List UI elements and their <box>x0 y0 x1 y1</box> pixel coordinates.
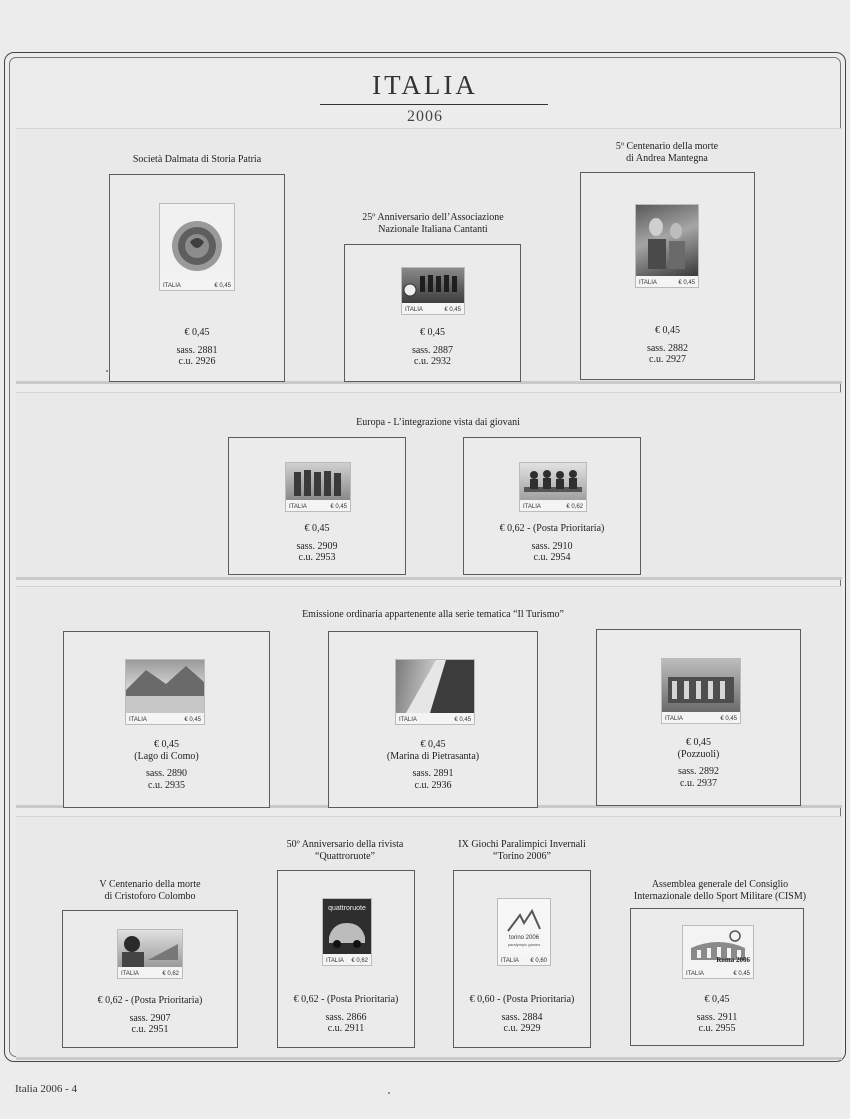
catalog-cu: c.u. 2953 <box>298 552 336 563</box>
stamp-country: ITALIA <box>399 717 417 723</box>
stamp-mount-2866 <box>277 870 415 1048</box>
face-value: € 0,45 <box>655 325 680 336</box>
stamp-value: € 0,62 <box>162 971 179 977</box>
stamp-mount-2891 <box>328 631 538 808</box>
stamp-country: ITALIA <box>163 283 181 289</box>
stamp-2907 <box>118 930 182 978</box>
page-title: ITALIA <box>372 70 478 100</box>
stamp-mount-2911 <box>630 908 804 1046</box>
stamp-country: ITALIA <box>121 971 139 977</box>
stamp-2910 <box>520 463 586 511</box>
face-value: € 0,45 <box>686 737 711 748</box>
catalog-cu: c.u. 2951 <box>131 1024 169 1035</box>
stamp-value: € 0,45 <box>454 717 471 723</box>
caption-dalmata: Società Dalmata di Storia Patria <box>132 154 262 165</box>
face-value: € 0,62 - (Posta Prioritaria) <box>97 995 203 1006</box>
stamp-value: € 0,45 <box>444 307 461 313</box>
caption-turismo: Emissione ordinaria appartenente alla serie tematica “Il Turismo” <box>302 609 564 620</box>
stamp-value: € 0,45 <box>330 504 347 510</box>
face-value: € 0,62 - (Posta Prioritaria) <box>499 523 605 534</box>
stamp-mount-2892 <box>596 629 801 806</box>
paper-speck <box>106 370 108 372</box>
stamp-value: € 0,62 <box>351 958 368 964</box>
stamp-info <box>278 994 414 1035</box>
paralympic-icon <box>498 899 550 954</box>
quattroruote-wordmark: quattroruote <box>328 905 366 912</box>
stamp-info <box>345 327 520 368</box>
caption-torino: IX Giochi Paralimpici Invernali “Torino 2006” <box>458 839 586 862</box>
stamp-info <box>63 995 237 1036</box>
stamp-value: € 0,62 <box>566 504 583 510</box>
stamp-mount-2910 <box>463 437 641 575</box>
stamp-country: ITALIA <box>289 504 307 510</box>
stamp-info <box>581 325 754 366</box>
catalog-cu: c.u. 2954 <box>533 552 571 563</box>
face-value: € 0,60 - (Posta Prioritaria) <box>469 994 575 1005</box>
caption-colombo: V Centenario della morte di Cristoforo Colombo <box>99 879 201 902</box>
sassone-number: sass. 2884 <box>501 1011 543 1023</box>
explorer-icon <box>118 930 182 967</box>
sassone-number: sass. 2892 <box>677 766 720 777</box>
stamp-info <box>454 994 590 1035</box>
stamp-country: ITALIA <box>523 504 541 510</box>
stamp-2911 <box>683 926 753 978</box>
paralympic-subtitle: paralympic games <box>507 942 541 947</box>
stamp-country: ITALIA <box>405 307 423 313</box>
place-name: (Pozzuoli) <box>677 748 720 760</box>
face-value: € 0,45 <box>420 327 445 338</box>
stamp-mount-2907 <box>62 910 238 1048</box>
stamp-2882 <box>636 205 698 287</box>
team-icon <box>402 268 464 303</box>
stamp-country: ITALIA <box>686 971 704 977</box>
car-icon <box>323 899 371 954</box>
caption-cantanti: 25º Anniversario dell’Associazione Nazionale Italiana Cantanti <box>362 212 504 235</box>
place-name: (Lago di Como) <box>134 750 199 762</box>
caption-cism: Assemblea generale del Consiglio Internazionale dello Sport Militare (CISM) <box>633 879 807 902</box>
sassone-number: sass. 2881 <box>176 344 218 356</box>
stamp-country: ITALIA <box>501 958 519 964</box>
face-value: € 0,62 - (Posta Prioritaria) <box>293 994 399 1005</box>
catalog-cu: c.u. 2932 <box>414 356 451 367</box>
caption-europa: Europa - L’integrazione vista dai giovani <box>356 417 520 428</box>
stamp-value: € 0,45 <box>678 280 695 286</box>
caption-quattroruote: 50º Anniversario della rivista “Quattroruote” <box>286 839 404 862</box>
stamp-info <box>631 994 803 1035</box>
stamp-country: ITALIA <box>129 717 147 723</box>
ruins-icon <box>662 659 740 712</box>
beach-icon <box>396 660 474 713</box>
face-value: € 0,45 <box>704 994 730 1005</box>
sassone-number: sass. 2911 <box>696 1011 738 1023</box>
youths-icon <box>286 463 350 500</box>
stamp-2884 <box>498 899 550 965</box>
catalog-cu: c.u. 2911 <box>327 1023 365 1034</box>
stamp-value: € 0,45 <box>214 283 231 289</box>
stamp-country: ITALIA <box>326 958 344 964</box>
seal-icon <box>160 204 234 279</box>
page-year: 2006 <box>407 108 443 125</box>
stamp-2887 <box>402 268 464 314</box>
sassone-number: sass. 2907 <box>129 1012 171 1024</box>
stamp-2892 <box>662 659 740 723</box>
sassone-number: sass. 2866 <box>325 1011 367 1023</box>
stamp-value: € 0,45 <box>720 716 737 722</box>
caption-mantegna: 5º Centenario della morte di Andrea Mantegna <box>615 141 719 164</box>
face-value: € 0,45 <box>184 327 210 338</box>
stamp-mount-2882 <box>580 172 755 380</box>
sassone-number: sass. 2910 <box>531 540 573 552</box>
catalog-cu: c.u. 2929 <box>503 1023 541 1034</box>
place-name: (Marina di Pietrasanta) <box>386 750 480 762</box>
title-divider <box>320 104 548 105</box>
catalog-cu: c.u. 2935 <box>148 779 185 791</box>
sassone-number: sass. 2891 <box>412 768 454 779</box>
paper-speck <box>388 1092 390 1094</box>
stamp-2909 <box>286 463 350 511</box>
stamp-info <box>110 327 284 368</box>
stamp-country: ITALIA <box>665 716 683 722</box>
sassone-number: sass. 2890 <box>145 768 188 779</box>
colosseum-icon <box>683 926 753 967</box>
stamp-value: € 0,45 <box>184 717 201 723</box>
stamp-mount-2881 <box>109 174 285 382</box>
stamp-2891 <box>396 660 474 724</box>
face-value: € 0,45 <box>420 739 446 750</box>
stamp-mount-2884 <box>453 870 591 1048</box>
stamp-mount-2890 <box>63 631 270 808</box>
catalog-cu: c.u. 2927 <box>649 354 686 365</box>
stamp-info <box>464 523 640 564</box>
youths-bench-icon <box>520 463 586 500</box>
torino-wordmark: torino 2006 <box>508 935 540 941</box>
stamp-2881 <box>160 204 234 290</box>
stamp-info <box>597 737 800 789</box>
sassone-number: sass. 2882 <box>646 342 689 354</box>
stamp-2866 <box>323 899 371 965</box>
stamp-mount-2909 <box>228 437 406 575</box>
stamp-info <box>64 739 269 791</box>
page-footer: Italia 2006 - 4 <box>15 1083 78 1095</box>
sassone-number: sass. 2887 <box>411 344 454 356</box>
stamp-country: ITALIA <box>639 280 657 286</box>
stamp-value: € 0,60 <box>530 958 547 964</box>
face-value: € 0,45 <box>154 739 179 750</box>
catalog-cu: c.u. 2955 <box>698 1023 736 1034</box>
roma-wordmark: Roma 2006 <box>716 956 750 964</box>
catalog-cu: c.u. 2926 <box>178 356 216 367</box>
stamp-value: € 0,45 <box>733 971 750 977</box>
painting-icon <box>636 205 698 276</box>
stamp-2890 <box>126 660 204 724</box>
lake-icon <box>126 660 204 713</box>
catalog-cu: c.u. 2937 <box>680 777 717 789</box>
sassone-number: sass. 2909 <box>296 540 338 552</box>
catalog-cu: c.u. 2936 <box>414 779 452 791</box>
stamp-mount-2887 <box>344 244 521 382</box>
stamp-info <box>329 739 537 791</box>
stamp-info <box>229 523 405 564</box>
face-value: € 0,45 <box>304 523 330 534</box>
